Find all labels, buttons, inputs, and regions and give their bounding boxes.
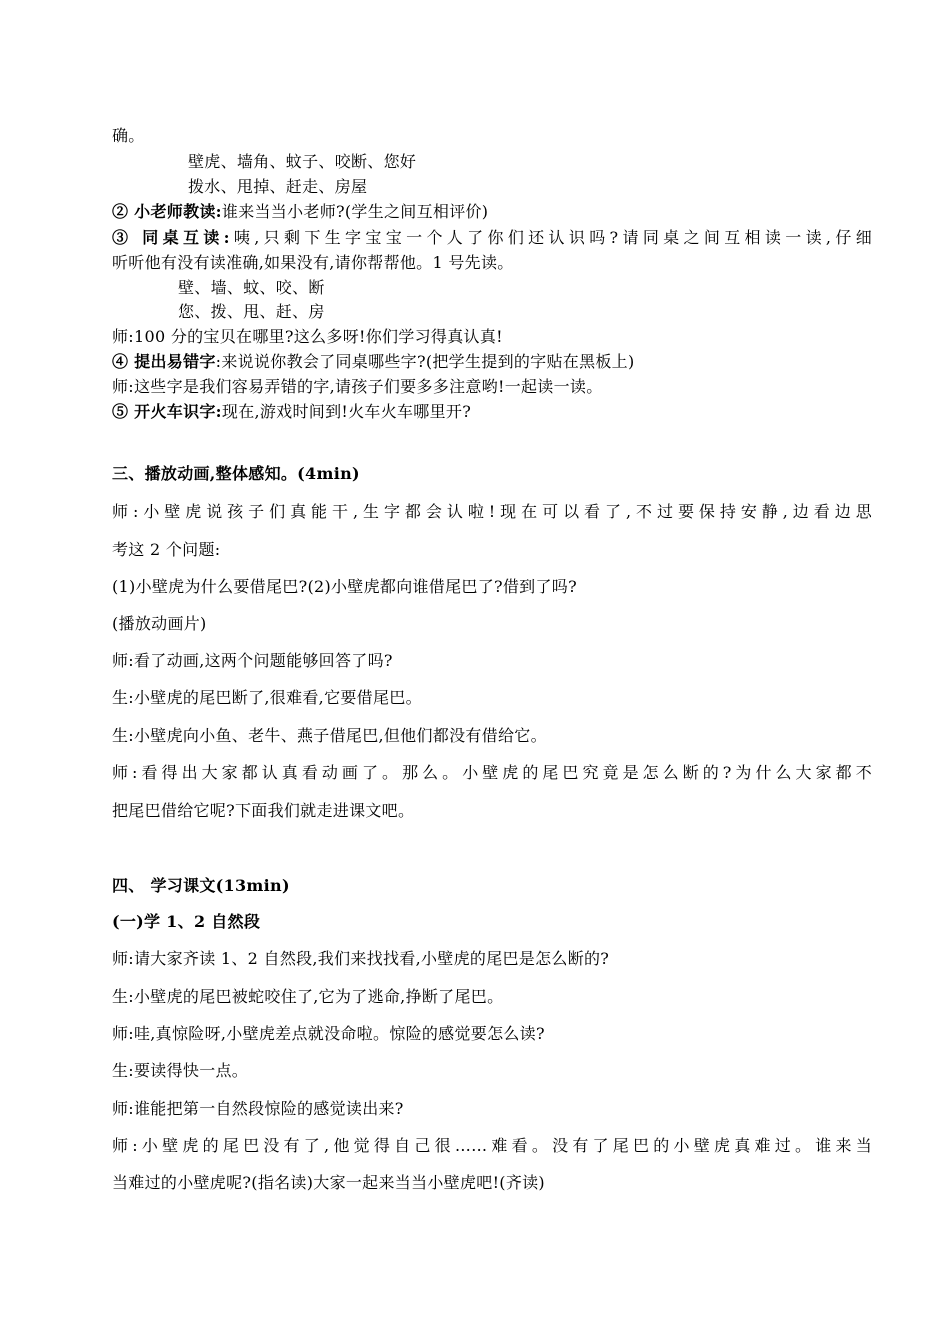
word-list-line: 拨水、甩掉、赶走、房屋 xyxy=(188,177,368,196)
section-heading: 四、 学习课文(13min) xyxy=(112,876,290,895)
dialogue-line: 师:谁能把第一自然段惊险的感觉读出来? xyxy=(112,1099,404,1118)
question-line: (1)小壁虎为什么要借尾巴?(2)小壁虎都向谁借尾巴了?借到了吗? xyxy=(112,577,577,596)
dialogue-line: 生:要读得快一点。 xyxy=(112,1061,249,1080)
step-text: :来说说你教会了同桌哪些字?(把学生提到的字贴在黑板上) xyxy=(215,352,635,371)
text-line: 师:小壁虎说孩子们真能干,生字都会认啦!现在可以看了,不过要保持安静,边看边思 xyxy=(112,502,872,521)
dialogue-line: 生:小壁虎的尾巴被蛇咬住了,它为了逃命,挣断了尾巴。 xyxy=(112,987,504,1006)
step-text: 现在,游戏时间到!火车火车哪里开? xyxy=(221,402,472,421)
text-line: 当难过的小壁虎呢?(指名读)大家一起来当当小壁虎吧!(齐读) xyxy=(112,1173,545,1192)
text-line: 考这 2 个问题: xyxy=(112,540,221,559)
dialogue-line: 师:请大家齐读 1、2 自然段,我们来找找看,小壁虎的尾巴是怎么断的? xyxy=(112,949,610,968)
char-list-line: 壁、墙、蚊、咬、断 xyxy=(178,278,325,297)
step-line xyxy=(112,202,488,222)
step-line xyxy=(112,228,872,248)
dialogue-line: 生:小壁虎的尾巴断了,很难看,它要借尾巴。 xyxy=(112,688,422,707)
step-line xyxy=(112,352,635,372)
step-label: ④ 提出易错字 xyxy=(112,352,216,371)
step-text: 咦,只剩下生字宝宝一个人了你们还认识吗?请同桌之间互相读一读,仔细 xyxy=(229,228,873,247)
step-label: ③ 同桌互读: xyxy=(112,228,230,247)
step-text: 谁来当当小老师?(学生之间互相评价) xyxy=(221,202,489,221)
text-line: 师:这些字是我们容易弄错的字,请孩子们要多多注意哟!一起读一读。 xyxy=(112,377,603,396)
text-line: (播放动画片) xyxy=(112,614,207,633)
dialogue-line: 师:哇,真惊险呀,小壁虎差点就没命啦。惊险的感觉要怎么读? xyxy=(112,1024,545,1043)
step-label: ② 小老师教读: xyxy=(112,202,222,221)
word-list-line: 壁虎、墙角、蚊子、咬断、您好 xyxy=(188,152,417,171)
subsection-heading: (一)学 1、2 自然段 xyxy=(112,912,261,931)
step-line xyxy=(112,402,471,422)
step-label: ⑤ 开火车识字: xyxy=(112,402,222,421)
char-list-line: 您、拨、甩、赶、房 xyxy=(178,302,325,321)
section-heading: 三、播放动画,整体感知。(4min) xyxy=(112,464,360,483)
dialogue-line: 师:看得出大家都认真看动画了。那么。小壁虎的尾巴究竟是怎么断的?为什么大家都不 xyxy=(112,763,872,782)
text-line: 确。 xyxy=(112,126,145,145)
text-line: 听听他有没有读准确,如果没有,请你帮帮他。1 号先读。 xyxy=(112,253,514,272)
dialogue-line: 生:小壁虎向小鱼、老牛、燕子借尾巴,但他们都没有借给它。 xyxy=(112,726,547,745)
dialogue-line: 师:小壁虎的尾巴没有了,他觉得自己很……难看。没有了尾巴的小壁虎真难过。谁来当 xyxy=(112,1136,872,1155)
text-line: 师:100 分的宝贝在哪里?这么多呀!你们学习得真认真! xyxy=(112,327,503,346)
text-line: 把尾巴借给它呢?下面我们就走进课文吧。 xyxy=(112,801,415,820)
dialogue-line: 师:看了动画,这两个问题能够回答了吗? xyxy=(112,651,393,670)
